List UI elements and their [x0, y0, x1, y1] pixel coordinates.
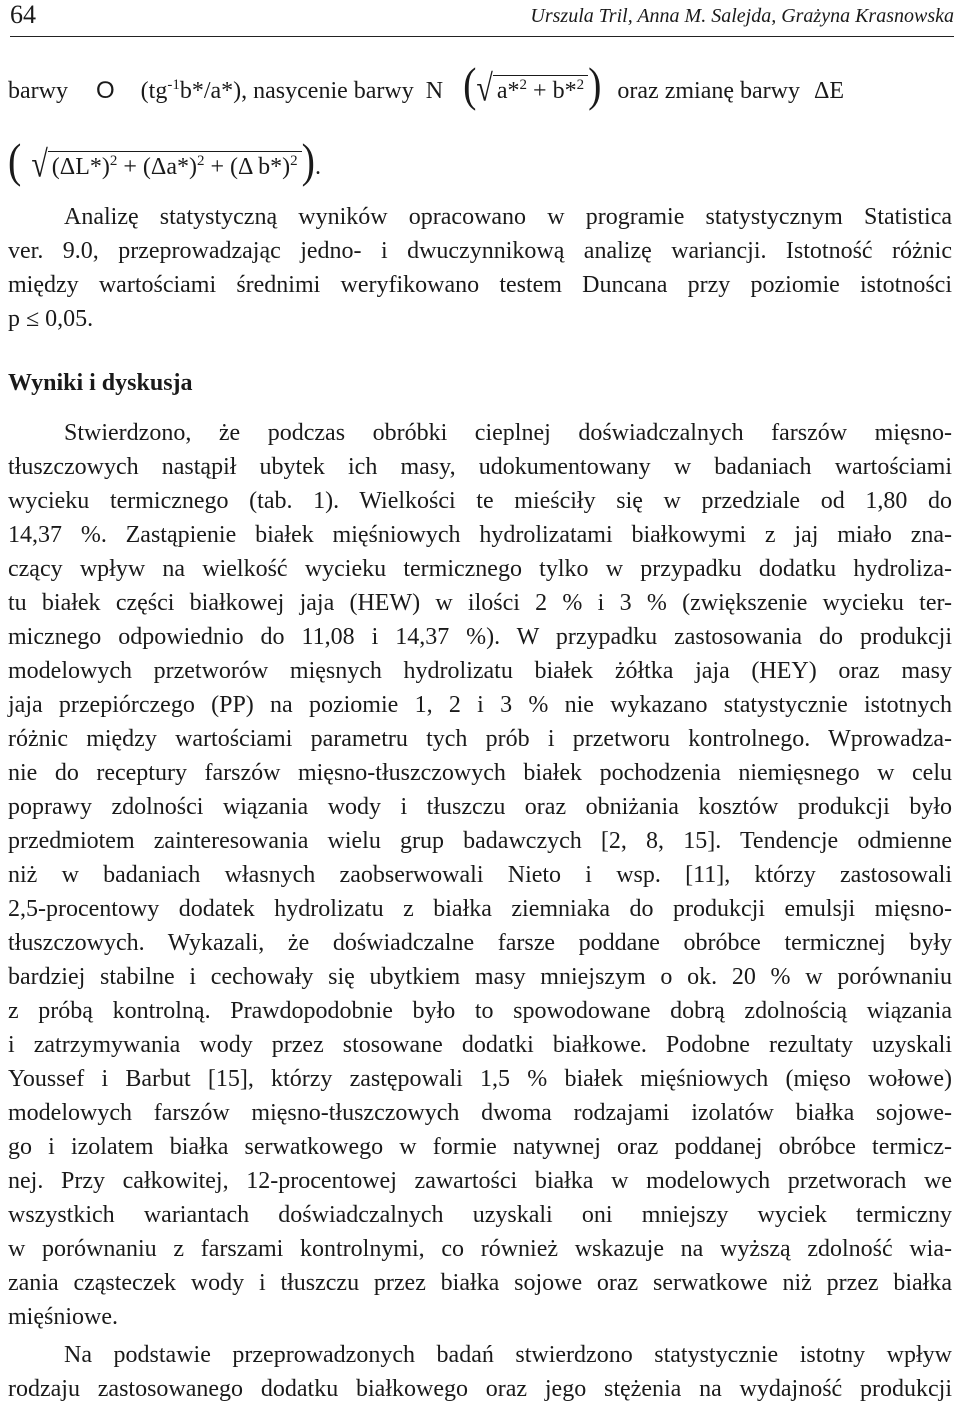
page-header	[10, 0, 954, 37]
paragraph-line: 2,5-procentowy dodatek hydrolizatu z białka ziemniaka do produkcji emulsji mięsno-	[8, 896, 952, 922]
formula-line-1	[8, 57, 952, 112]
formula1-sup-a: 2	[519, 77, 528, 93]
formula2-radicand	[48, 151, 302, 182]
formula1-symbol-n: N	[425, 78, 444, 104]
formula1-term-a: a*	[496, 78, 520, 104]
methods-line: ver. 9.0, przeprowadzając jedno- i dwuczynnikową analizę wariancji. Istotność różnic	[8, 238, 952, 264]
formula2-sup-b: 2	[290, 153, 298, 169]
running-head: Urszula Tril, Anna M. Salejda, Grażyna Krasnowska	[530, 5, 954, 27]
formula2-term-l: (ΔL*)	[51, 154, 110, 180]
paragraph-line: wszystkich wariantach doświadczalnych uzyskali oni mniejszy wyciek termiczny	[8, 1202, 952, 1228]
paragraph-line: rodzaju zastosowanego dodatku białkowego oraz jego stężenia na wydajność produkcji	[8, 1376, 952, 1402]
paragraph-line: Youssef i Barbut [15], którzy zastępowali 1,5 % białek mięśniowych (mięso wołowe)	[8, 1066, 952, 1092]
formula1-symbol-o: O	[95, 77, 115, 104]
formula1-close-paren: )	[588, 57, 602, 112]
formula2-close-paren: )	[301, 133, 315, 188]
formula2-sup-l: 2	[109, 153, 118, 169]
paragraph-line: Na podstawie przeprowadzonych badań stwierdzono statystycznie istotny wpływ	[64, 1342, 952, 1368]
paragraph-line: zania cząsteczek wody i tłuszczu przez białka sojowe oraz serwatkowe niż przez białka	[8, 1270, 952, 1296]
formula1-sup-b: 2	[576, 77, 585, 93]
paragraph-line: Stwierdzono, że podczas obróbki cieplnej doświadczalnych farszów mięsno-	[64, 420, 952, 446]
paragraph-line: poprawy zdolności wiązania wody i tłuszczu oraz obniżania kosztów produkcji było	[8, 794, 952, 820]
methods-line: Analizę statystyczną wyników opracowano w programie statystycznym Statistica	[64, 204, 952, 230]
paragraph-line: mięśniowe.	[8, 1304, 118, 1330]
paragraph-line: i zatrzymywania wody przez stosowane dodatki białkowe. Podobne rezultaty uzyskali	[8, 1032, 952, 1058]
formula1-symbol-delta-e: ΔE	[813, 78, 845, 104]
formula2-open-paren: (	[8, 133, 22, 188]
paragraph-line: czący wpływ na wielkość wycieku termicznego tylko w przypadku dodatku hydroliza-	[8, 556, 952, 582]
paragraph-line: tu białek części białkowej jaja (HEW) w ilości 2 % i 3 % (zwiększenie wycieku ter-	[8, 590, 952, 616]
paragraph-line: go i izolatem białka serwatkowego w formie natywnej oraz poddanej obróbce termicz-	[8, 1134, 952, 1160]
methods-line: między wartościami średnimi weryfikowano testem Duncana przy poziomie istotności	[8, 272, 952, 298]
paragraph-line: nie do receptury farszów mięsno-tłuszczowych białek pochodzenia niemięsnego w celu	[8, 760, 952, 786]
formula2-sup-a: 2	[196, 153, 205, 169]
formula1-sup: -1	[167, 77, 180, 93]
paragraph-line: tłuszczowych nastąpił ubytek ich masy, udokumentowany w badaniach wartościami	[8, 454, 952, 480]
formula2-period: .	[314, 154, 321, 180]
formula1-open-paren: (	[463, 57, 477, 112]
paragraph-line: wycieku termicznego (tab. 1). Wielkości te mieściły się w przedziale od 1,80 do	[8, 488, 952, 514]
paragraph-line: tłuszczowych. Wykazali, że doświadczalne farsze poddane obróbce termicznej były	[8, 930, 952, 956]
formula2-term-a: + (Δa*)	[117, 154, 197, 180]
paragraph-line: jaja przepiórczego (PP) na poziomie 1, 2 i 3 % nie wykazano statystycznie istotnych	[8, 692, 952, 718]
page-number: 64	[10, 0, 36, 29]
formula-line-2	[8, 133, 321, 188]
formula1-text-tg: (tg	[140, 78, 168, 104]
paragraph-line: w porównaniu z farszami kontrolnymi, co również wskazuje na wyższą zdolność wia-	[8, 1236, 952, 1262]
formula1-radical: √	[476, 67, 493, 109]
paragraph-line: niż w badaniach własnych zaobserwowali Nieto i wsp. [11], którzy zastosowali	[8, 862, 952, 888]
paragraph-line: bardziej stabilne i cechowały się ubytkiem masy mniejszym o ok. 20 % w porównaniu	[8, 964, 952, 990]
paragraph-line: różnic między wartościami parametru tych prób i przetworu kontrolnego. Wprowadza-	[8, 726, 952, 752]
formula2-term-b: + (Δ b*)	[204, 154, 291, 180]
formula1-text-nasycenie: b*/a*), nasycenie barwy	[179, 78, 414, 104]
paragraph-line: modelowych przetworów mięsnych hydrolizatu białek żółtka jaja (HEY) oraz masy	[8, 658, 952, 684]
formula2-radical: √	[31, 143, 48, 185]
paragraph-line: z próbą kontrolną. Prawdopodobnie było to spowodowane dobrą zdolnością wiązania	[8, 998, 952, 1024]
formula1-text-oraz: oraz zmianę barwy	[617, 78, 800, 104]
methods-line: p ≤ 0,05.	[8, 306, 94, 332]
paragraph-line: 14,37 %. Zastąpienie białek mięśniowych hydrolizatami białkowymi z jaj miało zna-	[8, 522, 952, 548]
formula1-term-b: + b*	[527, 78, 577, 104]
section-heading: Wyniki i dyskusja	[8, 370, 193, 396]
paragraph-line: nej. Przy całkowitej, 12-procentowej zawartości białka w modelowych przetworach we	[8, 1168, 952, 1194]
paragraph-line: modelowych farszów mięsno-tłuszczowych dwoma rodzajami izolatów białka sojowe-	[8, 1100, 952, 1126]
paragraph-line: micznego odpowiednio do 11,08 i 14,37 %). W przypadku zastosowania do produkcji	[8, 624, 952, 650]
paragraph-line: przedmiotem zainteresowania wielu grup badawczych [2, 8, 15]. Tendencje odmienne	[8, 828, 952, 854]
formula1-text-barwy: barwy	[8, 78, 68, 104]
formula1-radicand	[493, 75, 588, 106]
